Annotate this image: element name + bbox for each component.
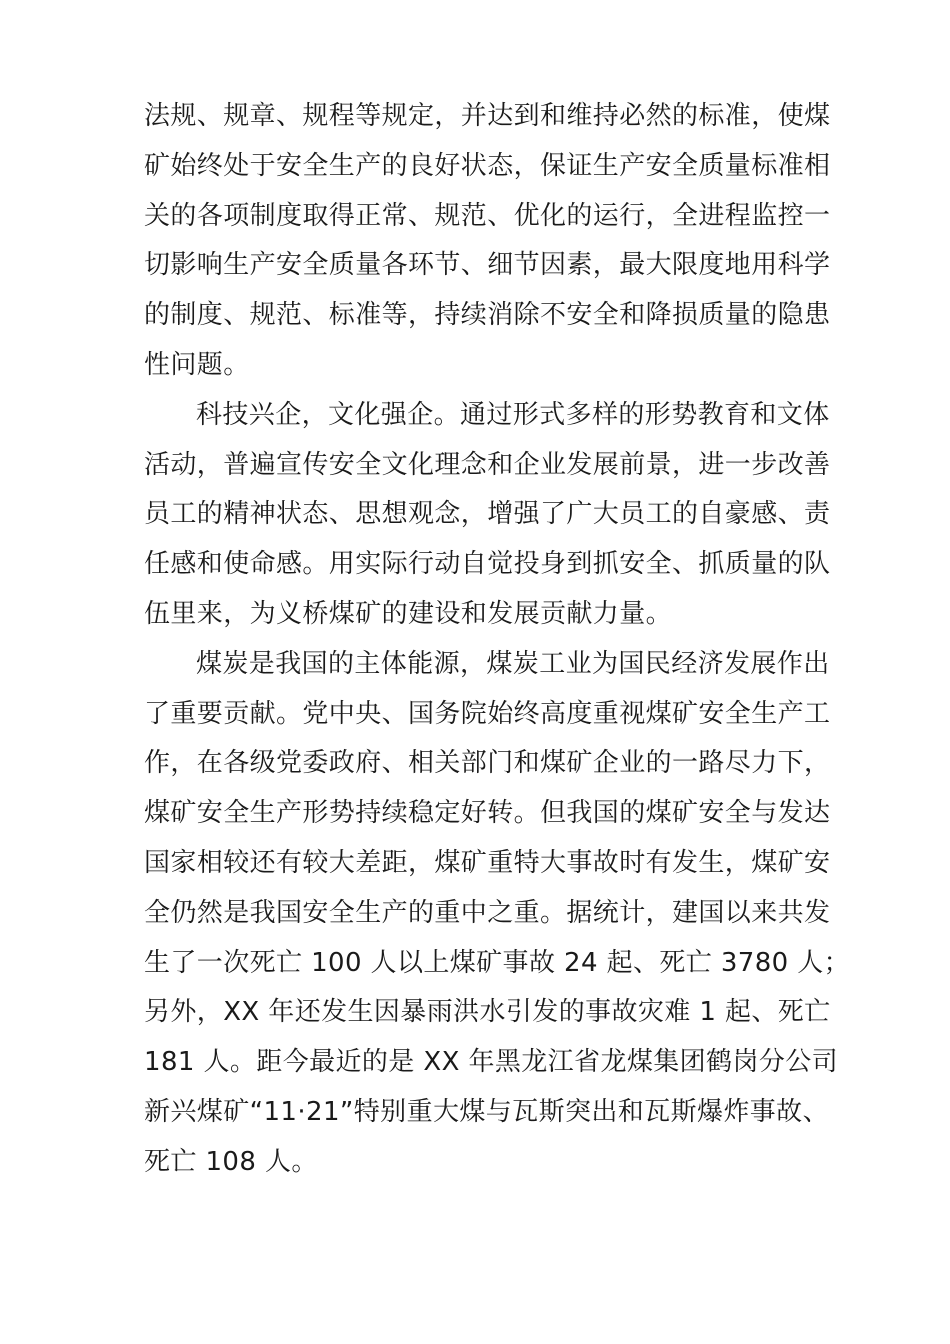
paragraph-culture	[144, 391, 831, 640]
text-line: 另外，XX 年还发生因暴雨洪水引发的事故灾难 1 起、死亡	[144, 997, 831, 1028]
text-line: 死亡 108 人。	[144, 1146, 318, 1177]
text-line: 作，在各级党委政府、相关部门和煤矿企业的一路尽力下，	[144, 748, 831, 779]
text-line: 国家相较还有较大差距，煤矿重特大事故时有发生，煤矿安	[144, 847, 831, 878]
text-line: 了重要贡献。党中央、国务院始终高度重视煤矿安全生产工	[144, 698, 831, 729]
paragraph-coal-safety	[144, 640, 851, 1188]
text-line: 矿始终处于安全生产的良好状态，保证生产安全质量标准相	[144, 150, 831, 181]
text-line: 员工的精神状态、思想观念，增强了广大员工的自豪感、责	[144, 499, 831, 530]
text-line: 181 人。距今最近的是 XX 年黑龙江省龙煤集团鹤岗分公司	[144, 1047, 839, 1078]
paragraph-regulations	[144, 92, 831, 391]
text-line: 性问题。	[144, 349, 250, 380]
text-line: 煤炭是我国的主体能源，煤炭工业为国民经济发展作出	[196, 648, 830, 679]
text-line: 煤矿安全生产形势持续稳定好转。但我国的煤矿安全与发达	[144, 798, 831, 829]
text-line: 生了一次死亡 100 人以上煤矿事故 24 起、死亡 3780 人；	[144, 947, 851, 978]
text-line: 全仍然是我国安全生产的重中之重。据统计，建国以来共发	[144, 897, 831, 928]
text-line: 法规、规章、规程等规定，并达到和维持必然的标准，使煤	[144, 101, 831, 131]
text-line: 切影响生产安全质量各环节、细节因素，最大限度地用科学	[144, 250, 831, 281]
text-line: 科技兴企，文化强企。通过形式多样的形势教育和文体	[196, 399, 830, 430]
body-text	[144, 92, 851, 1188]
text-line: 新兴煤矿“11·21”特别重大煤与瓦斯突出和瓦斯爆炸事故、	[144, 1096, 829, 1127]
text-line: 的制度、规范、标准等，持续消除不安全和降损质量的隐患	[144, 300, 831, 331]
text-line: 关的各项制度取得正常、规范、优化的运行，全进程监控一	[144, 200, 831, 231]
text-line: 任感和使命感。用实际行动自觉投身到抓安全、抓质量的队	[144, 549, 831, 580]
text-line: 活动，普遍宣传安全文化理念和企业发展前景，进一步改善	[144, 449, 831, 480]
text-line: 伍里来，为义桥煤矿的建设和发展贡献力量。	[144, 598, 673, 629]
